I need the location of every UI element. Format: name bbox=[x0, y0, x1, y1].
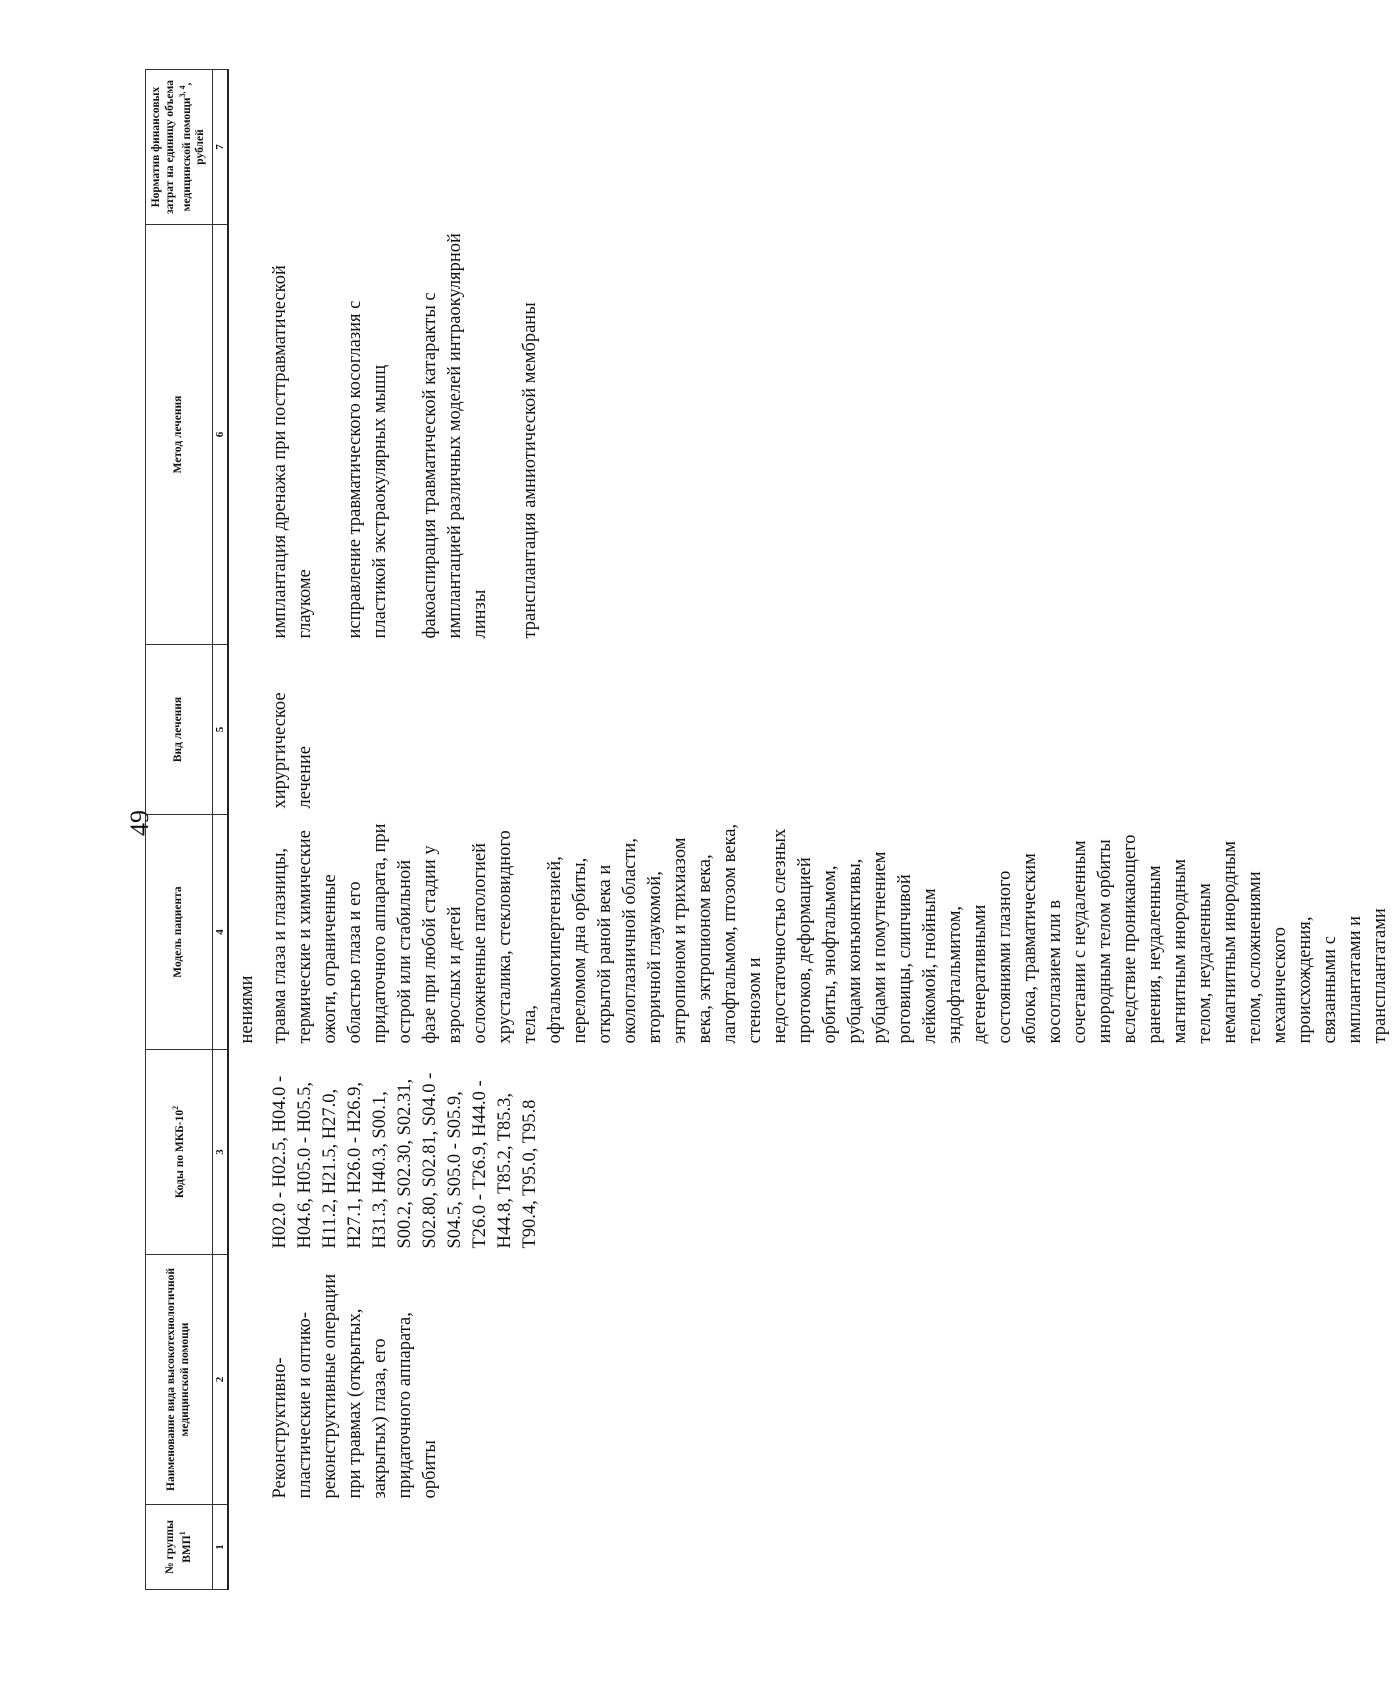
icd-codes-cell: H02.0 - H02.5, H04.0 - H04.6, H05.0 - H05.5, H11.2, H21.5, H27.0, H27.1, H26.0 - H26.9, H31.3, H40.3, S00.1, S00.2, S02.30, S02.31, S02.80, S02.81, S04.0 - S04.5, S05.0 - S05.9, T26.0 - T26.9, H44.0 - H44.8, T85.2, T85.3, T90.4, T95.0, T95.8 bbox=[270, 1072, 541, 1249]
column-number: 5 bbox=[213, 645, 229, 815]
continuation-row bbox=[228, 70, 268, 1590]
table-row bbox=[268, 70, 1393, 1590]
treatment-method-cell bbox=[268, 225, 1393, 645]
method-item: факоаспирация травматической катаракты с имплантацией различных моделей интраокулярной линзы bbox=[420, 233, 491, 639]
column-number: 2 bbox=[213, 1255, 229, 1505]
vmp-name-cell: Реконструктивно-пластические и оптико-реконструктивные операции при травмах (открытых, закрытых) глаза, его придаточного аппарата, орбиты bbox=[270, 1273, 441, 1499]
column-number: 6 bbox=[213, 225, 229, 645]
column-number: 7 bbox=[213, 70, 229, 225]
header-patient-model: Модель пациента bbox=[146, 815, 213, 1050]
continuation-text: нениями bbox=[237, 975, 258, 1044]
column-number: 1 bbox=[213, 1505, 229, 1590]
group-number-cell bbox=[268, 1505, 1393, 1590]
treatment-type-cell: хирургическое лечение bbox=[270, 692, 316, 809]
header-row bbox=[146, 70, 213, 1590]
header-vmp-name: Наименование вида высокотехнологичной медицинской помощи bbox=[146, 1255, 213, 1505]
vmp-table bbox=[145, 69, 1393, 1590]
header-icd-codes: Коды по МКБ-$10^2$ bbox=[146, 1050, 213, 1255]
method-item: имплантация дренажа при посттравматической глаукоме bbox=[270, 265, 316, 639]
column-number: 4 bbox=[213, 815, 229, 1050]
page-number: 49 bbox=[125, 810, 154, 836]
patient-model-cell: травма глаза и глазницы, термические и химические ожоги, ограниченные областью глаза и его придаточного аппарата, при острой или стабильной фазе при любой стадии у взрослых и детей осложненные патологией хрусталика, стекловидного тела, офтальмогипертензией, переломом дна орбиты, открытой раной века и окологлазничной области, вторичной глаукомой, энтропионом и трихиазом века, эктропионом века, лагофтальмом, птозом века, стенозом и недостаточностью слезных протоков, деформацией орбиты, энофтальмом, рубцами конъюнктивы, рубцами и помутнением роговицы, слипчивой лейкомой, гнойным эндофтальмитом, дегенеративными состояниями глазного яблока, травматическим косоглазием или в сочетании с неудаленным инородным телом орбиты вследствие проникающего ранения, неудаленным магнитным инородным телом, неудаленным немагнитным инородным телом, осложнениями механического происхождения, связанными с имплантатами и трансплантатами bbox=[270, 823, 1391, 1044]
method-item: исправление травматического косоглазия с пластикой экстраокулярных мышц bbox=[345, 300, 391, 639]
header-group-number: № группы ВМП$^1$ bbox=[146, 1505, 213, 1590]
header-treatment-method: Метод лечения bbox=[146, 225, 213, 645]
cost-norm-cell bbox=[268, 70, 1393, 225]
header-cost-norm: Норматив финансовых затрат на единицу объема медицинской помощи$^{3, 4}$, рублей bbox=[146, 70, 213, 225]
header-treatment-type: Вид лечения bbox=[146, 645, 213, 815]
rotated-table-wrapper bbox=[145, 70, 1391, 1610]
column-number: 3 bbox=[213, 1050, 229, 1255]
method-item: трансплантация амниотической мембраны bbox=[520, 302, 541, 639]
column-number-row bbox=[213, 70, 229, 1590]
